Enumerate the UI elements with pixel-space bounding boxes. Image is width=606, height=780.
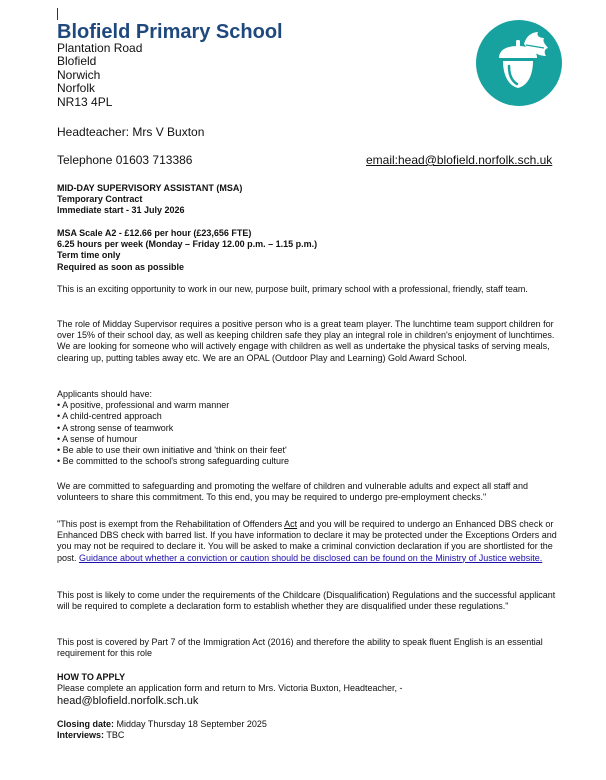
exemption-text-cont: and you will be required to undergo an Enhanced DBS check or Enhanced DBS check with barred list. If you have information to declare it may be protected under the Exceptions Orders and you may not be required to declare it. You will be asked to make a criminal conviction declaration if you are shortlisted for the post. bbox=[57, 519, 557, 563]
list-item: • A child-centred approach bbox=[57, 411, 162, 422]
immigration-paragraph: This post is covered by Part 7 of the Immigration Act (2016) and therefore the ability to speak fluent English is an essential requirement for this role bbox=[57, 637, 543, 659]
dates bbox=[57, 719, 557, 741]
telephone-line: Telephone 01603 713386 bbox=[57, 153, 193, 167]
act-link[interactable]: Act bbox=[284, 519, 298, 529]
pay-details bbox=[57, 228, 557, 273]
text-cursor bbox=[57, 8, 58, 20]
apply-text: Please complete an application form and return to Mrs. Victoria Buxton, Headteacher, - bbox=[57, 683, 403, 694]
address-line: Plantation Road bbox=[57, 41, 143, 55]
contract-type: Temporary Contract bbox=[57, 194, 143, 205]
interviews-value: TBC bbox=[104, 730, 125, 741]
intro-paragraph: This is an exciting opportunity to work in our new, purpose built, primary school with a professional, friendly, staff team. bbox=[57, 284, 528, 294]
applicants-list bbox=[57, 389, 557, 467]
address-line: Blofield bbox=[57, 54, 97, 69]
applicants-heading: Applicants should have: bbox=[57, 389, 153, 399]
hours: 6.25 hours per week (Monday – Friday 12.00 p.m. – 1.15 p.m.) bbox=[57, 239, 318, 250]
closing-date-label: Closing date: bbox=[57, 719, 115, 729]
list-item: • A positive, professional and warm manner bbox=[57, 400, 230, 411]
safeguarding-paragraph: We are committed to safeguarding and promoting the welfare of children and vulnerable adults and expect all staff and volunteers to share this commitment. To this end, you may be required to undergo pre-employment checks." bbox=[57, 481, 528, 503]
apply-email[interactable]: head@blofield.norfolk.sch.uk bbox=[57, 695, 199, 708]
headteacher-line: Headteacher: Mrs V Buxton bbox=[57, 125, 205, 139]
address-line: Norwich bbox=[57, 67, 101, 82]
apply-heading: HOW TO APPLY bbox=[57, 672, 126, 682]
childcare-paragraph: This post is likely to come under the requirements of the Childcare (Disqualification) Regulations and the successful applicant will be required to complete a declaration form to establish whether they are disqualified under these regulations." bbox=[57, 590, 556, 612]
school-name: Blofield Primary School bbox=[57, 21, 283, 43]
list-item: • Be committed to the school's strong safeguarding culture bbox=[57, 456, 289, 467]
email-link[interactable]: email:head@blofield.norfolk.sch.uk bbox=[366, 153, 553, 167]
acorn-leaf-icon bbox=[474, 18, 564, 108]
required-date: Required as soon as possible bbox=[57, 261, 185, 272]
exemption-text: "This post is exempt from the Rehabilitation of Offenders bbox=[57, 519, 285, 529]
exemption-paragraph bbox=[57, 519, 557, 564]
guidance-link[interactable]: Guidance about whether a conviction or caution should be disclosed can be found on the Ministry of Justice website. bbox=[79, 552, 543, 563]
address-line: Norfolk bbox=[57, 81, 96, 96]
pay-scale: MSA Scale A2 - £12.66 per hour (£23,656 FTE) bbox=[57, 228, 252, 238]
job-summary bbox=[57, 183, 557, 217]
school-address bbox=[57, 42, 142, 109]
start-date: Immediate start - 31 July 2026 bbox=[57, 205, 185, 216]
closing-date-value: Midday Thursday 18 September 2025 bbox=[114, 719, 267, 729]
list-item: • A sense of humour bbox=[57, 433, 138, 444]
term: Term time only bbox=[57, 250, 121, 261]
list-item: • Be able to use their own initiative and 'think on their feet' bbox=[57, 445, 287, 456]
list-item: • A strong sense of teamwork bbox=[57, 422, 174, 433]
how-to-apply bbox=[57, 672, 557, 708]
job-title: MID-DAY SUPERVISORY ASSISTANT (MSA) bbox=[57, 183, 243, 193]
address-line: NR13 4PL bbox=[57, 94, 113, 109]
role-paragraph: The role of Midday Supervisor requires a positive person who is a great team player. The lunchtime team support children for over 15% of their school day, as well as keeping children safe they play an integral role in children's enjoyment of lunchtimes. We are looking for someone who will actively engage with children as well as undertake the physical tasks of serving meals, clearing up, putting tables away etc. We are an OPAL (Outdoor Play and Learning) Gold Award School. bbox=[57, 319, 555, 363]
interviews-label: Interviews: bbox=[57, 730, 105, 741]
